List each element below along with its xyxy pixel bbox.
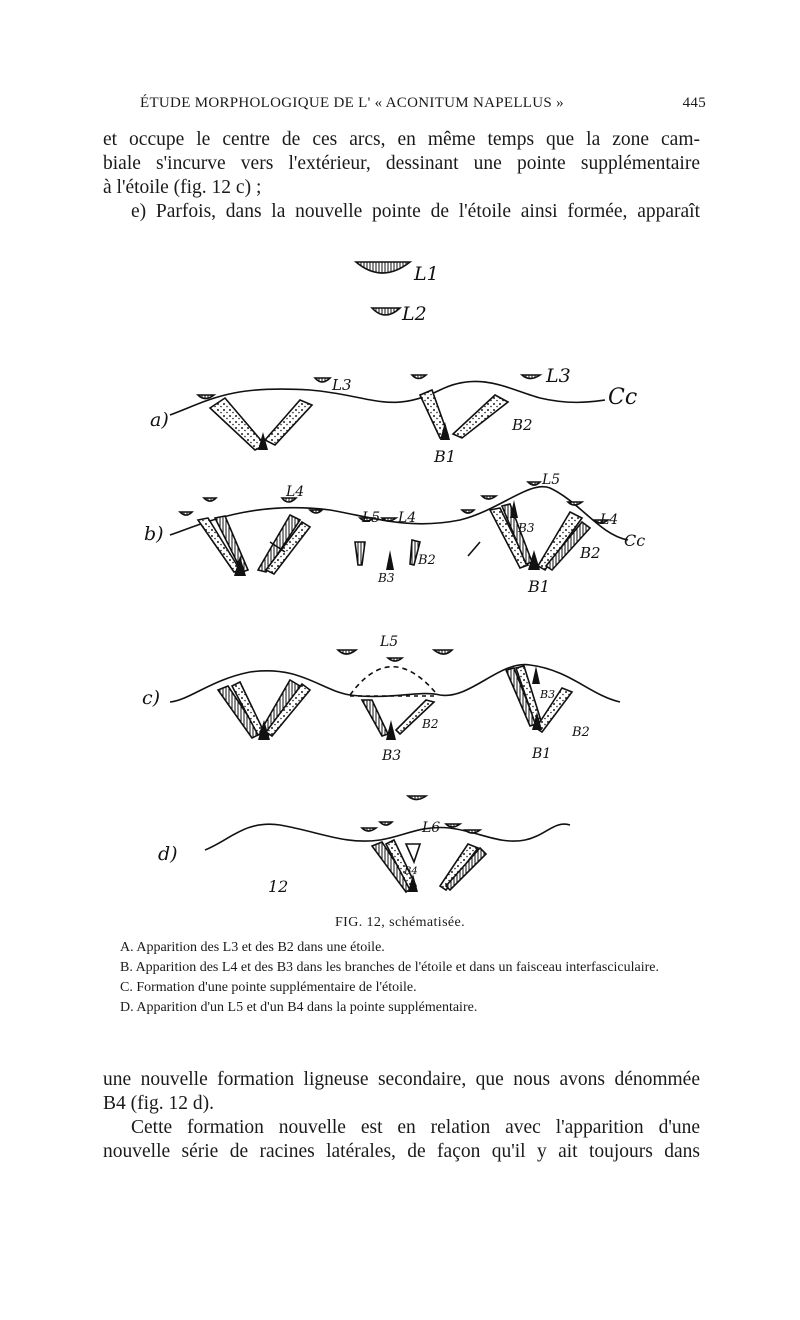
label-c: c) — [142, 687, 161, 709]
xylem-branch — [265, 400, 312, 445]
label-L2: L2 — [402, 303, 427, 325]
figure-number: 12 — [268, 877, 289, 896]
label-B3: B3 — [378, 571, 395, 585]
label-d: d) — [158, 843, 178, 865]
text-line: à l'étoile (fig. 12 c) ; — [103, 177, 262, 198]
label-B3: B3 — [518, 521, 535, 535]
label-L3: L3 — [546, 365, 571, 387]
figure-legend — [104, 938, 700, 1018]
body-text-bottom — [103, 1068, 700, 1164]
label-B2: B2 — [572, 725, 590, 740]
body-text-top — [103, 128, 700, 224]
text-line: e) Parfois, dans la nouvelle pointe de l'étoile ainsi formée, apparaît — [131, 201, 700, 222]
label-a: a) — [150, 409, 169, 431]
crescent-L1 — [356, 262, 410, 273]
legend-item-d: D. Apparition d'un L5 et d'un B4 dans la pointe supplémentaire. — [120, 1000, 478, 1015]
label-B1: B1 — [434, 447, 456, 466]
label-L1: L1 — [414, 263, 439, 285]
label-L4: L4 — [600, 512, 619, 528]
label-B4: B4 — [404, 866, 418, 877]
label-B2: B2 — [512, 416, 533, 434]
text-line: biale s'incurve vers l'extérieur, dessinant une pointe supplémentaire — [103, 153, 700, 174]
text-line: Cette formation nouvelle est en relation avec l'apparition d'une — [131, 1117, 700, 1138]
label-L4: L4 — [398, 510, 417, 526]
label-b: b) — [144, 523, 164, 545]
legend-item-a: A. Apparition des L3 et des B2 dans une étoile. — [120, 940, 385, 955]
xylem-branch — [453, 395, 508, 438]
crescent-L2 — [372, 308, 400, 315]
label-Cc: Cc — [624, 531, 646, 550]
label-L5: L5 — [362, 510, 381, 526]
label-L5: L5 — [542, 472, 561, 488]
label-L3: L3 — [332, 376, 352, 394]
label-L4: L4 — [286, 484, 305, 500]
legend-item-b: B. Apparition des L4 et des B3 dans les branches de l'étoile et dans un faisceau interfasciculaire. — [120, 960, 660, 975]
text-line: une nouvelle formation ligneuse secondaire, que nous avons dénommée — [103, 1069, 700, 1090]
label-Cc: Cc — [608, 385, 638, 410]
label-B2: B2 — [422, 717, 439, 731]
page-number: 445 — [682, 95, 706, 111]
label-B2: B2 — [418, 553, 436, 568]
running-title: ÉTUDE MORPHOLOGIQUE DE L' « ACONITUM NAPELLUS » — [140, 95, 564, 111]
text-line: nouvelle série de racines latérales, de façon qu'il y ait toujours dans — [103, 1141, 700, 1162]
text-line: B4 (fig. 12 d). — [103, 1093, 215, 1114]
figure-12 — [142, 240, 670, 900]
xylem-branch — [210, 398, 265, 450]
label-B3: B3 — [540, 688, 556, 701]
label-B2: B2 — [580, 544, 601, 562]
text-line: et occupe le centre de ces arcs, en même temps que la zone cam- — [103, 129, 700, 150]
label-B1: B1 — [532, 746, 552, 762]
label-L6: L6 — [422, 820, 441, 836]
legend-item-c: C. Formation d'une pointe supplémentaire de l'étoile. — [120, 980, 417, 995]
label-B3: B3 — [382, 748, 402, 764]
label-L5: L5 — [380, 634, 399, 650]
figure-caption-title: FIG. 12, schématisée. — [334, 915, 466, 930]
label-B1: B1 — [528, 577, 550, 596]
